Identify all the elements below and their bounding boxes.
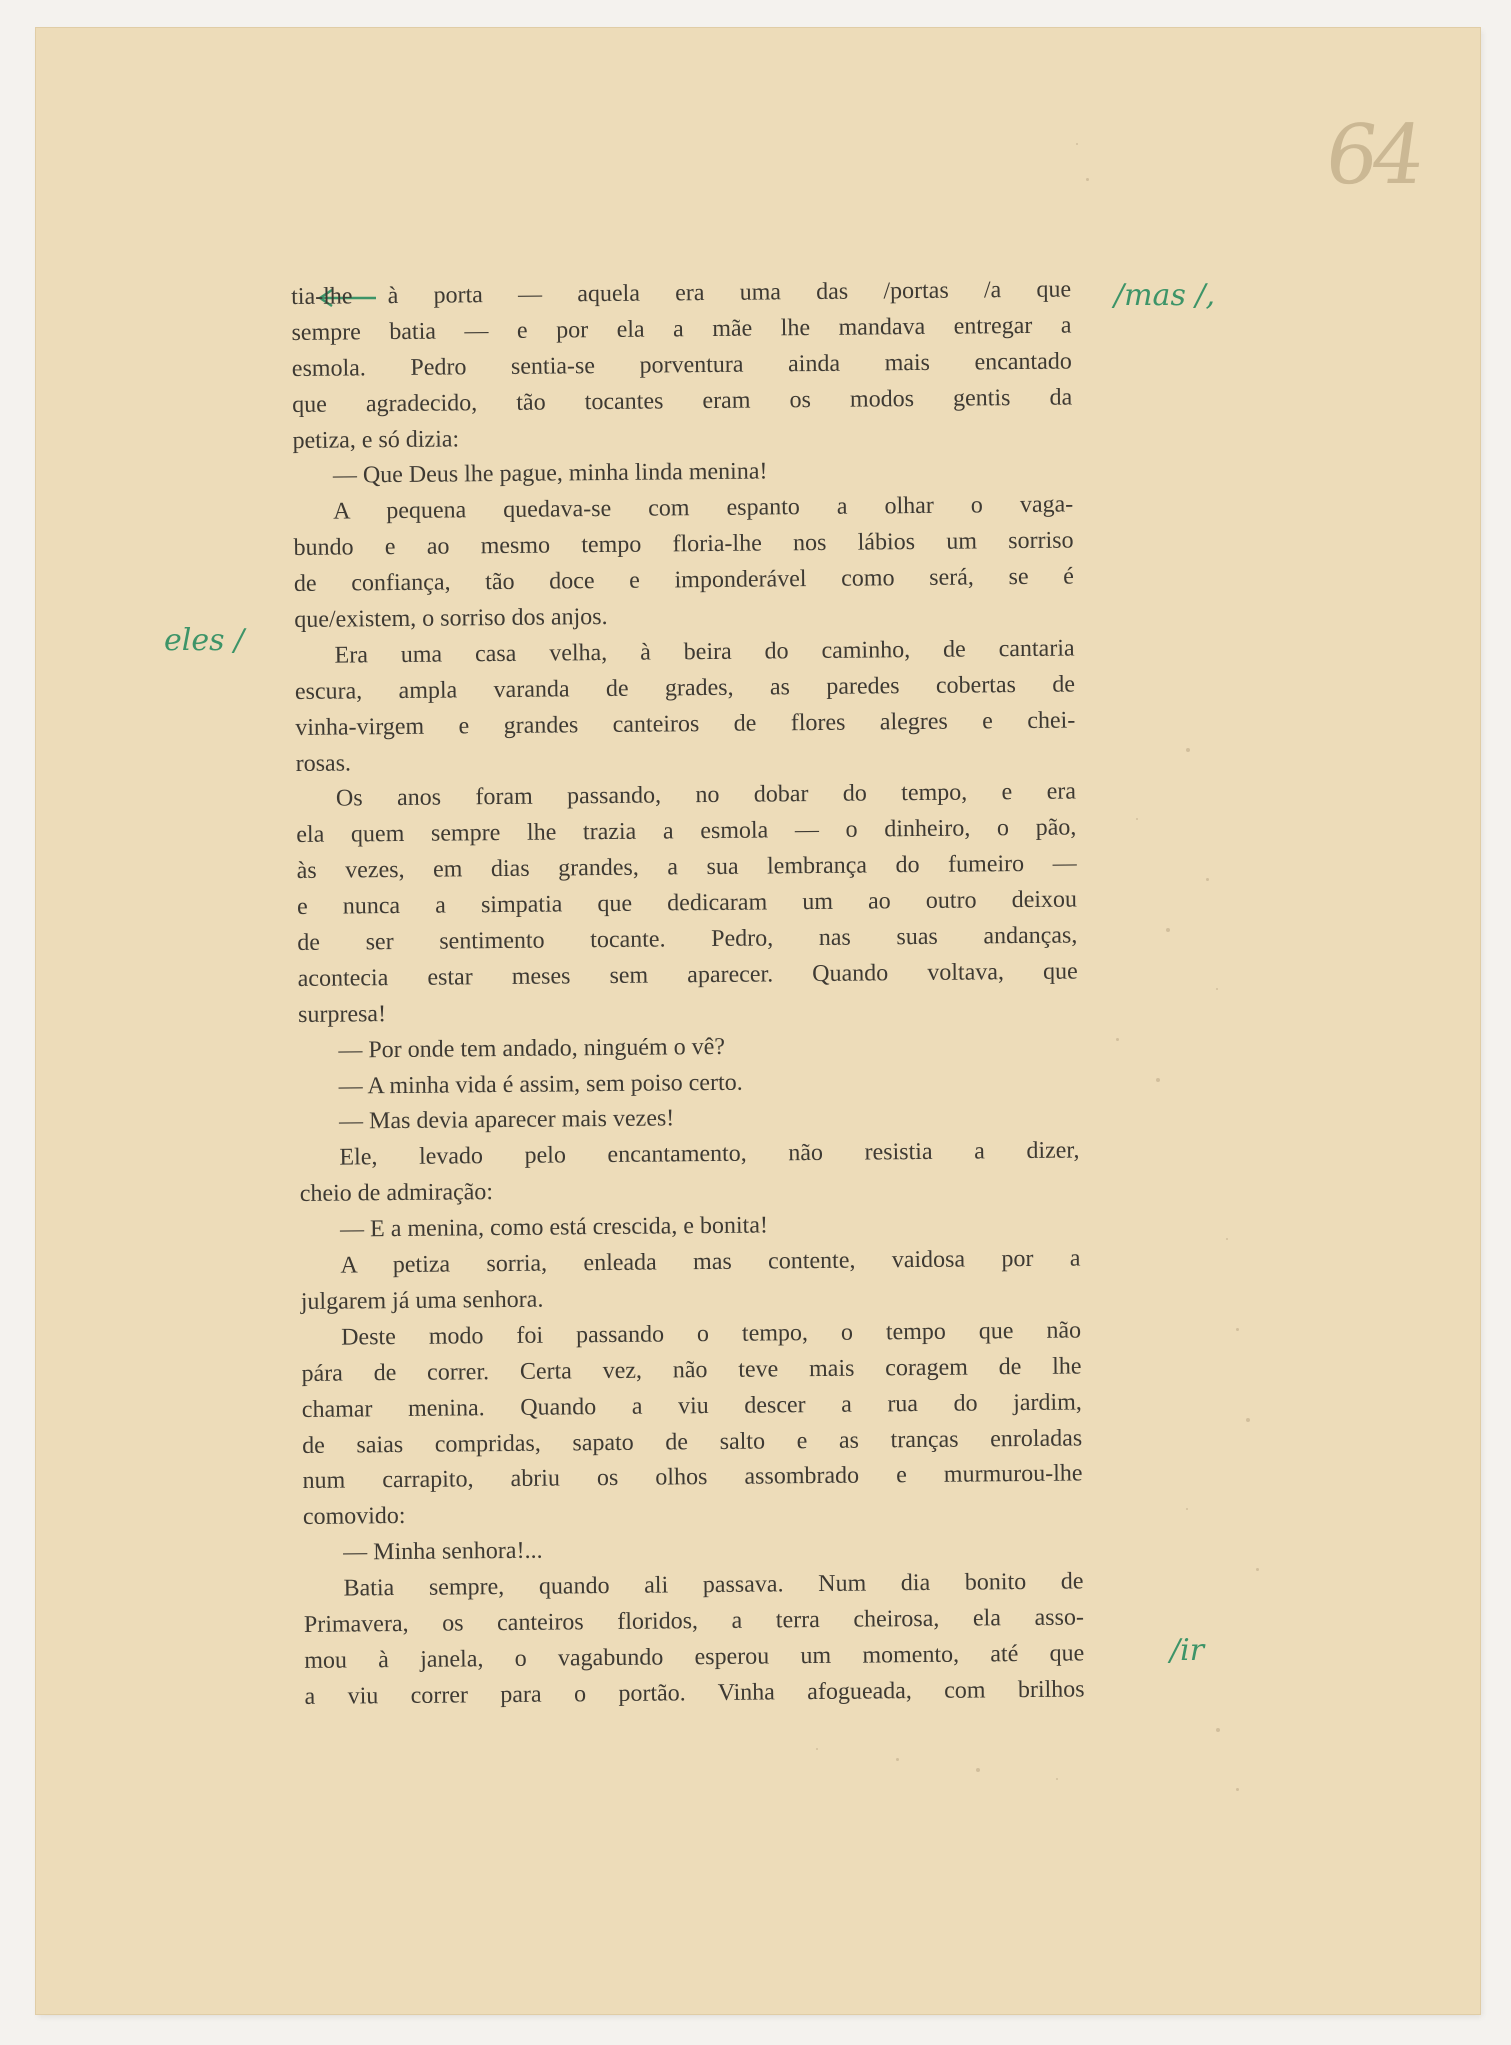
text-line: tia-lhe à porta — aquela era uma das /portas /a que xyxy=(291,276,1072,310)
text-line: a viu correr para o portão. Vinha afogueada, com brilhos xyxy=(304,1676,1085,1710)
paper-speck xyxy=(896,1758,899,1761)
text-line: julgarem já uma senhora. xyxy=(300,1286,544,1315)
text-line: Deste modo foi passando o tempo, o tempo que não xyxy=(341,1317,1082,1351)
paper-speck xyxy=(1166,928,1170,932)
paper-speck xyxy=(1226,1238,1228,1240)
text-line: Era uma casa velha, à beira do caminho, de cantaria xyxy=(334,635,1075,669)
paper-speck xyxy=(1236,1788,1239,1791)
text-line: A pequena quedava-se com espanto a olhar o vaga- xyxy=(333,491,1074,525)
text-line: comovido: xyxy=(302,1503,406,1531)
paper-speck xyxy=(1246,1418,1250,1422)
text-line: de saias compridas, sapato de salto e as tranças enroladas xyxy=(302,1424,1083,1459)
body-text xyxy=(291,273,1085,1716)
text-line: — A minha vida é assim, sem poiso certo. xyxy=(338,1069,743,1100)
margin-annotation-ir: /ir xyxy=(1170,1633,1205,1668)
text-line: ela quem sempre lhe trazia a esmola — o dinheiro, o pão, xyxy=(296,814,1077,849)
paper-speck xyxy=(1056,1778,1058,1780)
text-line: mou à janela, o vagabundo esperou um momento, até que xyxy=(304,1640,1085,1674)
text-line: esmola. Pedro sentia-se porventura ainda mais encantado xyxy=(291,348,1072,382)
paper-speck xyxy=(1156,1078,1160,1082)
text-line: pára de correr. Certa vez, não teve mais coragem de lhe xyxy=(301,1353,1082,1387)
text-line: A petiza sorria, enleada mas contente, vaidosa por a xyxy=(340,1245,1081,1279)
manuscript-page xyxy=(36,28,1480,2014)
text-line: rosas. xyxy=(295,750,352,777)
text-line: que/existem, o sorriso dos anjos. xyxy=(294,603,608,633)
text-line: às vezes, em dias grandes, a sua lembrança do fumeiro — xyxy=(296,850,1077,885)
text-line: Batia sempre, quando ali passava. Num dia bonito de xyxy=(343,1568,1084,1602)
text-line: escura, ampla varanda de grades, as paredes cobertas de xyxy=(294,671,1076,705)
margin-annotation-eles: eles / xyxy=(164,623,245,658)
text-line: petiza, e só dizia: xyxy=(292,425,460,454)
text-line: Ele, levado pelo encantamento, não resistia a dizer, xyxy=(339,1137,1080,1171)
paper-speck xyxy=(816,1748,818,1750)
paper-speck xyxy=(1136,818,1138,820)
text-line: vinha-virgem e grandes canteiros de flores alegres e chei- xyxy=(295,707,1076,741)
margin-annotation-mas: /mas /, xyxy=(1114,278,1216,313)
text-line: surpresa! xyxy=(297,1000,387,1028)
paper-speck xyxy=(1236,1328,1239,1331)
text-line: — Minha senhora!... xyxy=(343,1537,543,1566)
paper-speck xyxy=(1186,1508,1188,1510)
paper-speck xyxy=(976,1768,980,1772)
paper-speck xyxy=(1076,143,1078,145)
text-line: sempre batia — e por ela a mãe lhe mandava entregar a xyxy=(291,312,1072,346)
paper-speck xyxy=(1216,1728,1220,1732)
text-line: Os anos foram passando, no dobar do tempo, e era xyxy=(335,778,1077,813)
text-line: de ser sentimento tocante. Pedro, nas suas andanças, xyxy=(297,922,1078,957)
text-line: que agradecido, tão tocantes eram os modos gentis da xyxy=(292,384,1073,418)
text-line: de confiança, tão doce e imponderável como será, se é xyxy=(293,563,1075,598)
text-line: Primavera, os canteiros floridos, a terra cheirosa, ela asso- xyxy=(303,1604,1084,1638)
paper-speck xyxy=(1186,748,1190,752)
paper-speck xyxy=(1206,878,1209,881)
text-line: num carrapito, abriu os olhos assombrado e murmurou-lhe xyxy=(302,1460,1083,1495)
text-line: e nunca a simpatia que dedicaram um ao outro deixou xyxy=(296,886,1078,921)
text-line: chamar menina. Quando a viu descer a rua do jardim, xyxy=(301,1389,1082,1423)
text-line: acontecia estar meses sem aparecer. Quando voltava, que xyxy=(297,958,1078,992)
paper-speck xyxy=(1256,1568,1259,1571)
text-line: cheio de admiração: xyxy=(299,1179,494,1208)
text-line: — Mas devia aparecer mais vezes! xyxy=(338,1105,675,1136)
paper-speck xyxy=(1216,988,1218,990)
text-line: — Que Deus lhe pague, minha linda menina! xyxy=(332,458,768,490)
text-line: bundo e ao mesmo tempo floria-lhe nos lábios um sorriso xyxy=(293,527,1074,562)
paper-speck xyxy=(1116,1038,1119,1041)
page-number: 64 xyxy=(1319,108,1426,203)
text-line: — Por onde tem andado, ninguém o vê? xyxy=(338,1033,726,1064)
text-line: — E a menina, como está crescida, e bonita! xyxy=(339,1212,769,1243)
paper-speck xyxy=(1086,178,1089,181)
